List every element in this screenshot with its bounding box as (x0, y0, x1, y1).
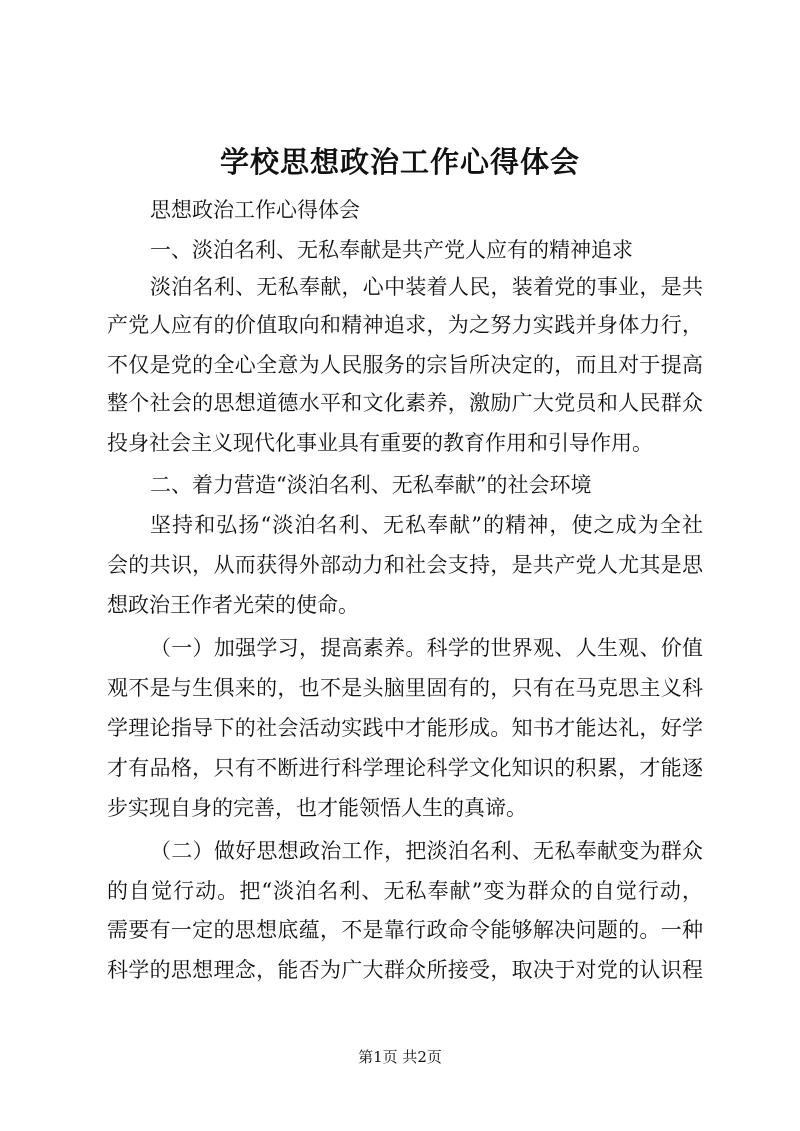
paragraph-line: 想政治王作者光荣的使命。 (107, 593, 359, 617)
heading-two: 二、着力营造“淡泊名利、无私奉献”的社会环境 (150, 473, 592, 497)
paragraph-line: 观不是与生俱来的，也不是头脑里固有的，只有在马克思主义科 (107, 676, 703, 700)
paragraph-line: 不仅是党的全心全意为人民服务的宗旨所决定的，而且对于提高 (107, 353, 703, 377)
paragraph-line: 会的共识，从而获得外部动力和社会支持，是共产党人尤其是思 (107, 553, 703, 577)
document-title: 学校思想政治工作心得体会 (219, 145, 580, 179)
paragraph-line: 学理论指导下的社会活动实践中才能形成。知书才能达礼，好学 (107, 716, 703, 740)
heading-one: 一、淡泊名利、无私奉献是共产党人应有的精神追求 (150, 238, 633, 262)
paragraph-line: 需要有一定的思想底蕴，不是靠行政命令能够解决问题的。一种 (107, 918, 703, 942)
paragraph-line: 整个社会的思想道德水平和文化素养，激励广大党员和人民群众 (107, 391, 703, 415)
paragraph-line: 投身社会主义现代化事业具有重要的教育作用和引导作用。 (107, 431, 653, 455)
paragraph-line: 坚持和弘扬“淡泊名利、无私奉献”的精神，使之成为全社 (150, 513, 703, 537)
paragraph-line: （一）加强学习，提高素养。科学的世界观、人生观、价值 (150, 636, 703, 660)
paragraph-line: 淡泊名利、无私奉献，心中装着人民，装着党的事业，是共 (150, 275, 703, 299)
paragraph-line: 科学的思想理念，能否为广大群众所接受，取决于对党的认识程 (107, 958, 703, 982)
paragraph-line: 产党人应有的价值取向和精神追求，为之努力实践并身体力行， (107, 313, 703, 337)
paragraph-line: 才有品格，只有不断进行科学理论科学文化知识的积累，才能逐 (107, 756, 703, 780)
paragraph-line: 的自觉行动。把“淡泊名利、无私奉献”变为群众的自觉行动， (107, 879, 703, 903)
section-subtitle: 思想政治工作心得体会 (150, 198, 360, 222)
page-number-footer: 第1页 共2页 (358, 1048, 442, 1066)
paragraph-line: 步实现自身的完善，也才能领悟人生的真谛。 (107, 796, 527, 820)
paragraph-line: （二）做好思想政治工作，把淡泊名利、无私奉献变为群众 (150, 839, 703, 863)
